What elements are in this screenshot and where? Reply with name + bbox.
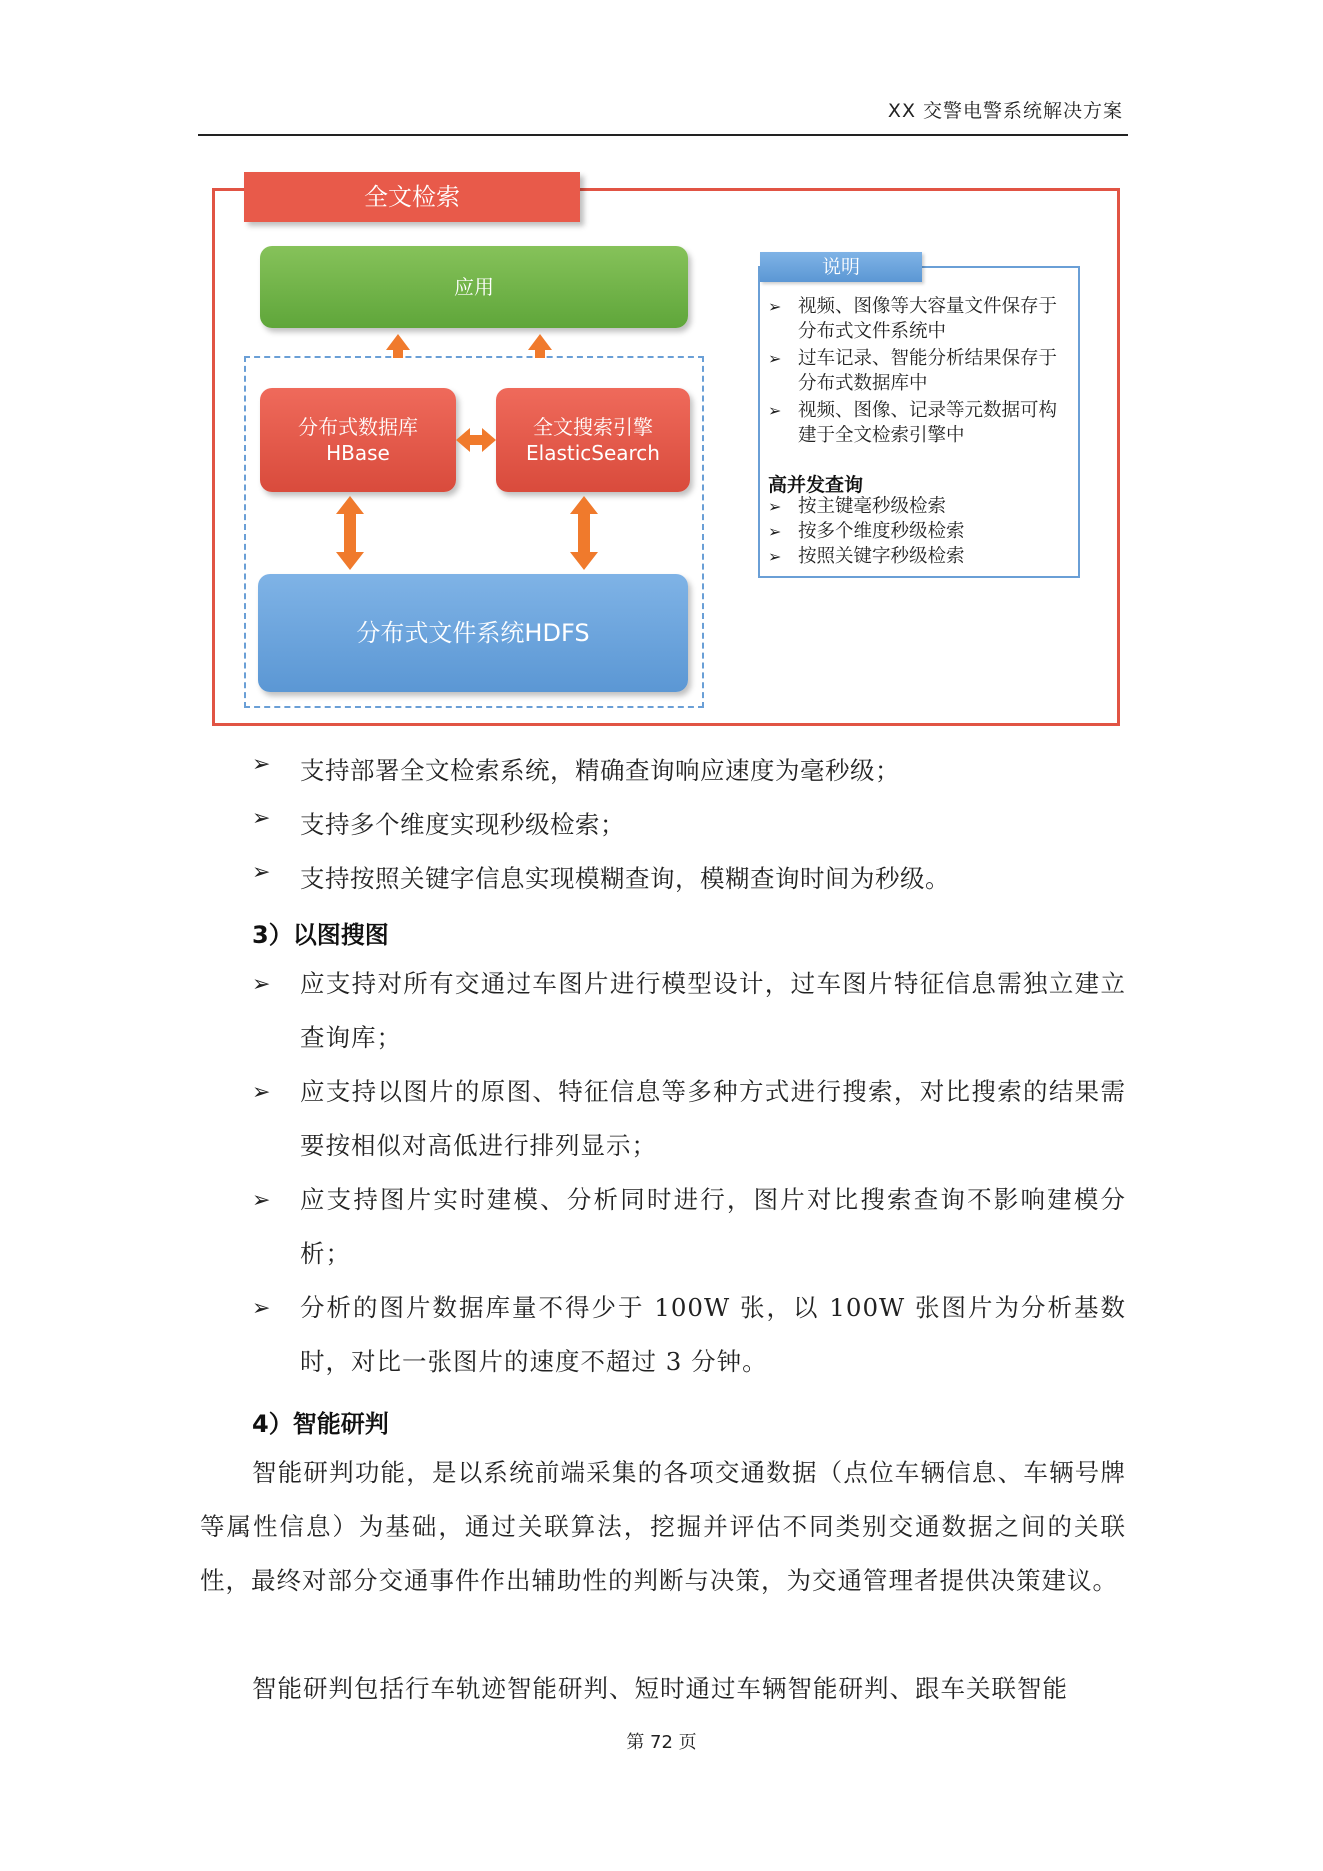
list-item-text: 支持多个维度实现秒级检索； — [300, 810, 625, 839]
app-box: 应用 — [260, 246, 688, 328]
hbase-sub-label: HBase — [326, 441, 390, 465]
list-item-text: 应支持对所有交通过车图片进行模型设计，过车图片特征信息需独立建立查询库； — [300, 969, 1126, 1052]
bullet-marker: ➢ — [252, 860, 271, 885]
es-label: 全文搜索引擎 — [533, 415, 653, 439]
es-sub-label: ElasticSearch — [526, 441, 660, 465]
header-rule — [198, 134, 1128, 136]
note-sub-list — [768, 494, 1068, 569]
hbase-box — [260, 388, 456, 492]
bullet-marker: ➢ — [252, 1296, 271, 1321]
paragraph: 智能研判功能，是以系统前端采集的各项交通数据（点位车辆信息、车辆号牌等属性信息）为基础，通过关联算法，挖掘并评估不同类别交通数据之间的关联性，最终对部分交通事件作出辅助性的判断与决策，为交通管理者提供决策建议。 — [200, 1458, 1126, 1595]
page-number: 第 72 页 — [626, 1732, 697, 1753]
document-header-title: XX 交警电警系统解决方案 — [887, 100, 1123, 122]
note-tab: 说明 — [760, 252, 922, 282]
elasticsearch-box — [496, 388, 690, 492]
note-list — [768, 294, 1068, 450]
note-sub-item: ➢ 按主键毫秒级检索 — [768, 494, 1068, 519]
note-subheading: 高并发查询 — [768, 474, 864, 496]
paragraph: 智能研判包括行车轨迹智能研判、短时通过车辆智能研判、跟车关联智能 — [252, 1674, 1068, 1703]
note-sub-item: ➢ 按多个维度秒级检索 — [768, 519, 1068, 544]
diagram-title: 全文检索 — [244, 172, 580, 222]
bullet-marker: ➢ — [252, 752, 271, 777]
bullet-marker: ➢ — [252, 972, 271, 997]
note-item: ➢ 视频、图像、记录等元数据可构建于全文检索引擎中 — [768, 398, 1068, 448]
hbase-label: 分布式数据库 — [298, 415, 418, 439]
bullet-marker: ➢ — [252, 806, 271, 831]
note-item: ➢ 过车记录、智能分析结果保存于分布式数据库中 — [768, 346, 1068, 396]
section-heading: 3）以图搜图 — [252, 921, 389, 949]
list-item-text: 分析的图片数据库量不得少于 100W 张，以 100W 张图片为分析基数时，对比一张图片的速度不超过 3 分钟。 — [300, 1293, 1126, 1376]
bullet-marker: ➢ — [252, 1080, 271, 1105]
note-sub-item: ➢ 按照关键字秒级检索 — [768, 544, 1068, 569]
list-item-text: 应支持图片实时建模、分析同时进行，图片对比搜索查询不影响建模分析； — [300, 1185, 1126, 1268]
bullet-marker: ➢ — [252, 1188, 271, 1213]
list-item-text: 支持部署全文检索系统，精确查询响应速度为毫秒级； — [300, 756, 900, 785]
note-item: ➢ 视频、图像等大容量文件保存于分布式文件系统中 — [768, 294, 1068, 344]
hdfs-box: 分布式文件系统HDFS — [258, 574, 688, 692]
list-item-text: 支持按照关键字信息实现模糊查询，模糊查询时间为秒级。 — [300, 864, 950, 893]
list-item-text: 应支持以图片的原图、特征信息等多种方式进行搜索，对比搜索的结果需要按相似对高低进行排列显示； — [300, 1077, 1126, 1160]
section-heading: 4）智能研判 — [252, 1410, 389, 1438]
